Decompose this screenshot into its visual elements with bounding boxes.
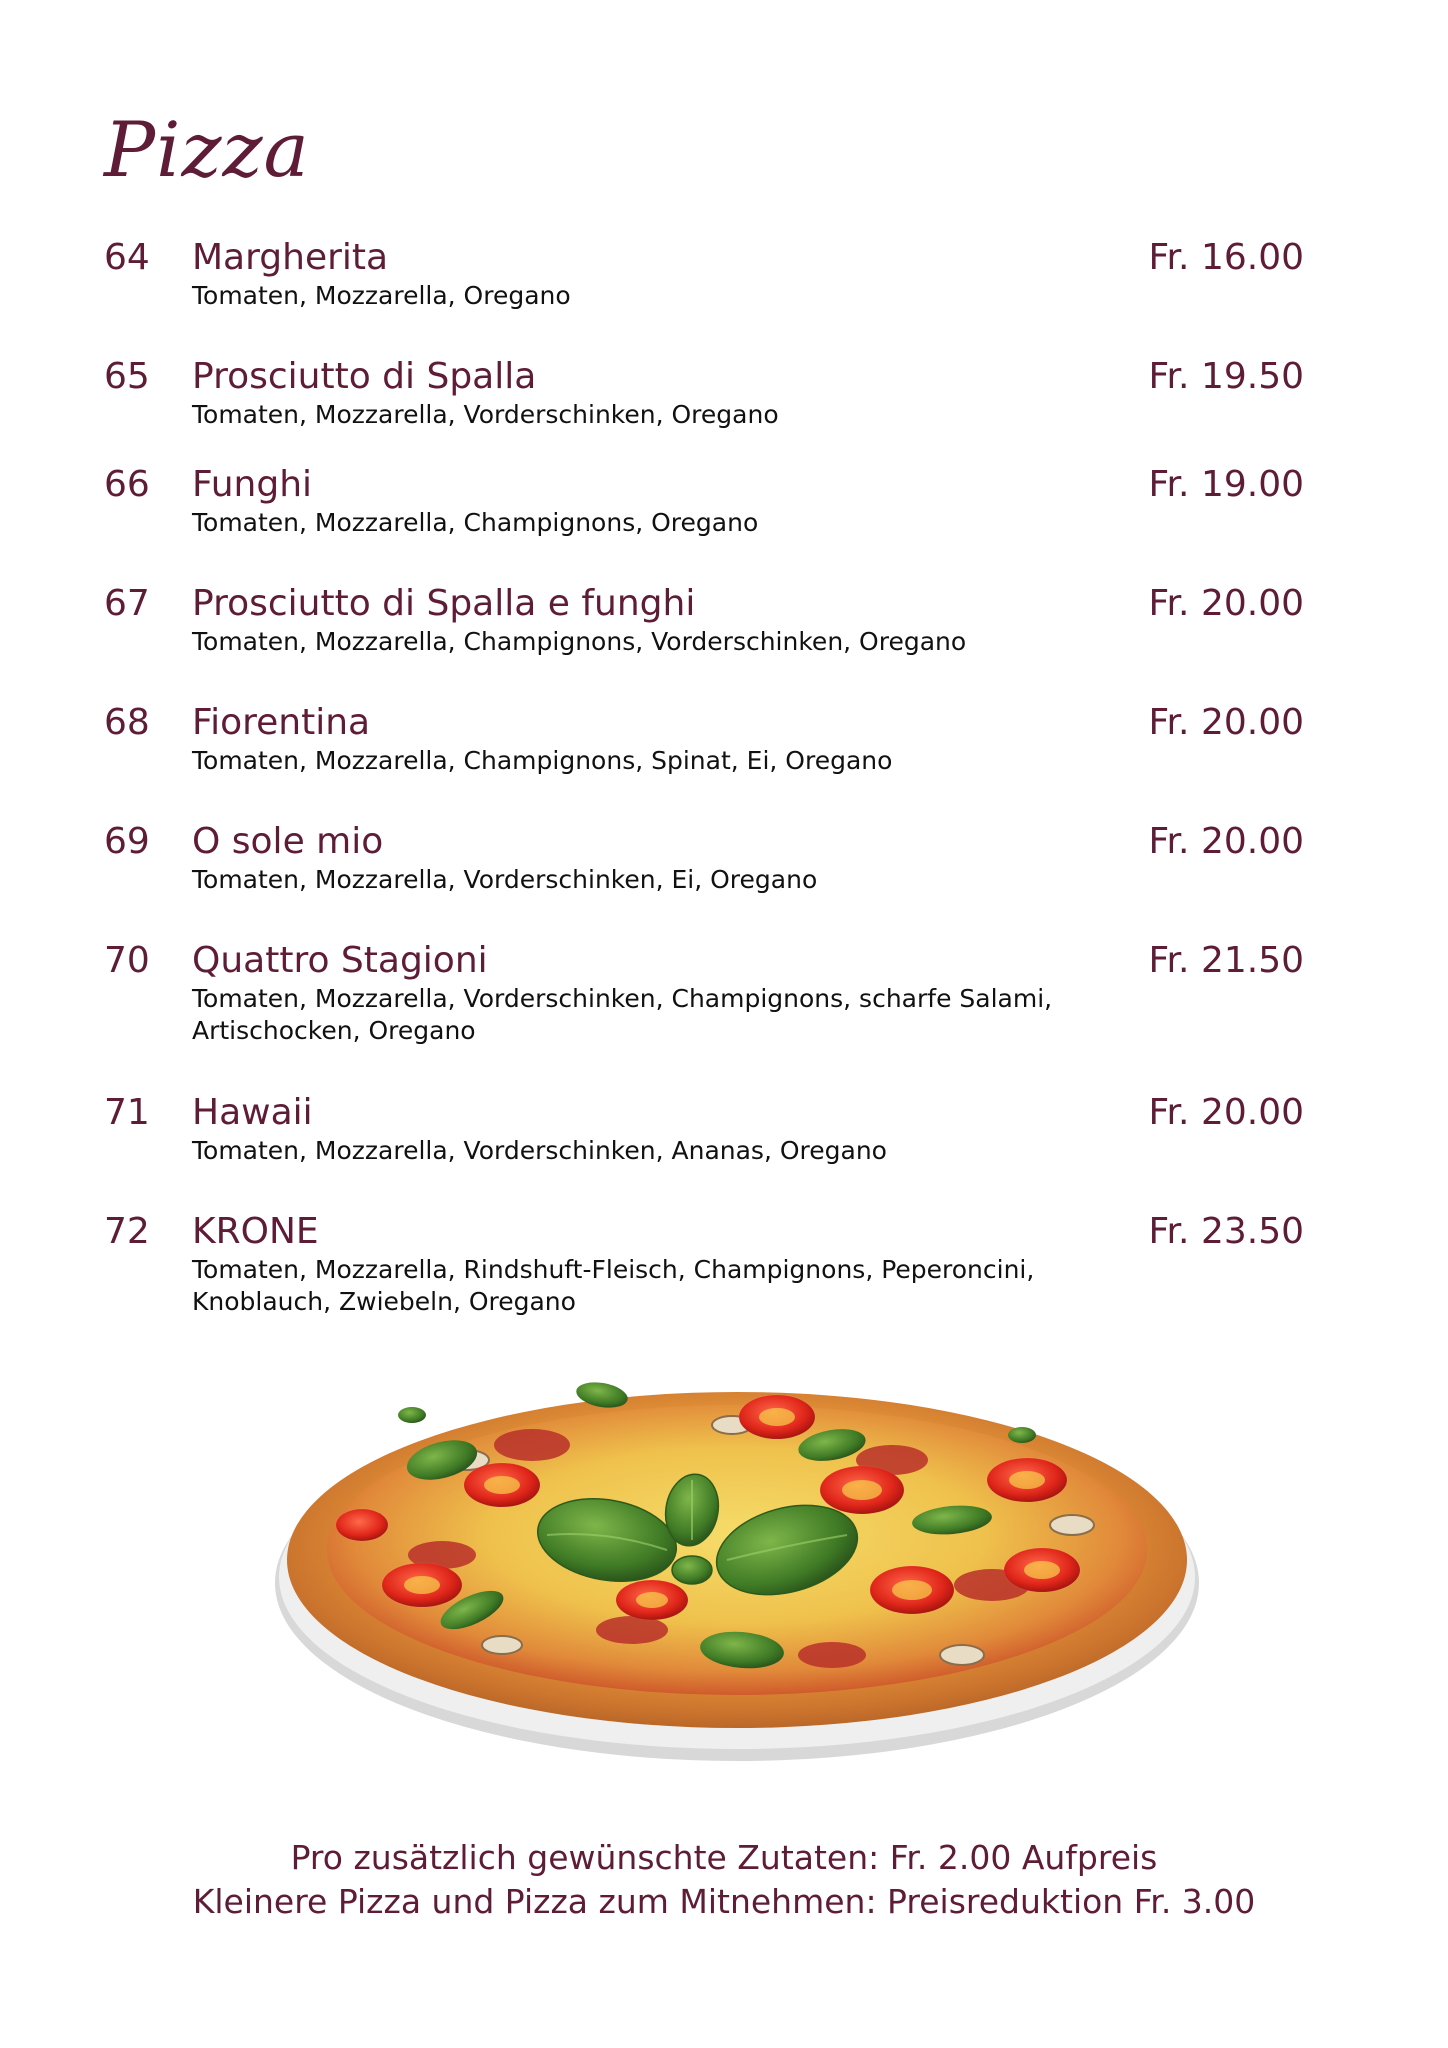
item-number: 69 xyxy=(104,821,150,862)
item-description: Tomaten, Mozzarella, Vorderschinken, Ei, Oregano xyxy=(192,865,818,894)
item-description: Tomaten, Mozzarella, Vorderschinken, Oregano xyxy=(192,400,779,429)
item-description: Tomaten, Mozzarella, Rindshuft-Fleisch, Champignons, Peperoncini, Knoblauch, Zwiebeln, Oregano xyxy=(192,1255,1035,1316)
footer-note-extra-toppings: Pro zusätzlich gewünschte Zutaten: Fr. 2.00 Aufpreis xyxy=(290,1838,1158,1877)
item-description: Tomaten, Mozzarella, Champignons, Spinat, Ei, Oregano xyxy=(192,746,893,775)
item-number: 68 xyxy=(104,702,150,743)
item-number: 72 xyxy=(104,1211,150,1252)
item-price: Fr. 20.00 xyxy=(1148,1092,1304,1133)
item-price: Fr. 21.50 xyxy=(1148,940,1304,981)
item-price: Fr. 23.50 xyxy=(1148,1211,1304,1252)
item-price: Fr. 19.00 xyxy=(1148,464,1304,505)
pizza-image xyxy=(272,1355,1202,1775)
item-price: Fr. 19.50 xyxy=(1148,356,1304,397)
item-price: Fr. 20.00 xyxy=(1148,583,1304,624)
item-price: Fr. 20.00 xyxy=(1148,702,1304,743)
item-name: Quattro Stagioni xyxy=(192,940,488,981)
item-name: Funghi xyxy=(192,464,313,505)
item-number: 71 xyxy=(104,1092,150,1133)
item-name: Margherita xyxy=(192,237,389,278)
item-name: Prosciutto di Spalla e funghi xyxy=(192,583,696,624)
item-description: Tomaten, Mozzarella, Vorderschinken, Ananas, Oregano xyxy=(192,1136,887,1165)
item-number: 67 xyxy=(104,583,150,624)
item-price: Fr. 20.00 xyxy=(1148,821,1304,862)
footer-note-small-takeaway: Kleinere Pizza und Pizza zum Mitnehmen: Preisreduktion Fr. 3.00 xyxy=(192,1882,1256,1921)
footer-notes xyxy=(0,1836,1448,1924)
item-name: O sole mio xyxy=(192,821,384,862)
item-price: Fr. 16.00 xyxy=(1148,237,1304,278)
item-name: Prosciutto di Spalla xyxy=(192,356,537,397)
item-number: 70 xyxy=(104,940,150,981)
item-number: 64 xyxy=(104,237,150,278)
item-number: 65 xyxy=(104,356,150,397)
item-name: Fiorentina xyxy=(192,702,371,743)
item-name: KRONE xyxy=(192,1211,319,1252)
item-number: 66 xyxy=(104,464,150,505)
item-description: Tomaten, Mozzarella, Oregano xyxy=(192,281,571,310)
item-description: Tomaten, Mozzarella, Champignons, Vorderschinken, Oregano xyxy=(192,627,967,656)
item-name: Hawaii xyxy=(192,1092,313,1133)
item-description: Tomaten, Mozzarella, Vorderschinken, Champignons, scharfe Salami, Artischocken, Oregano xyxy=(192,984,1053,1045)
item-description: Tomaten, Mozzarella, Champignons, Oregano xyxy=(192,508,759,537)
page-title: Pizza xyxy=(104,105,310,194)
